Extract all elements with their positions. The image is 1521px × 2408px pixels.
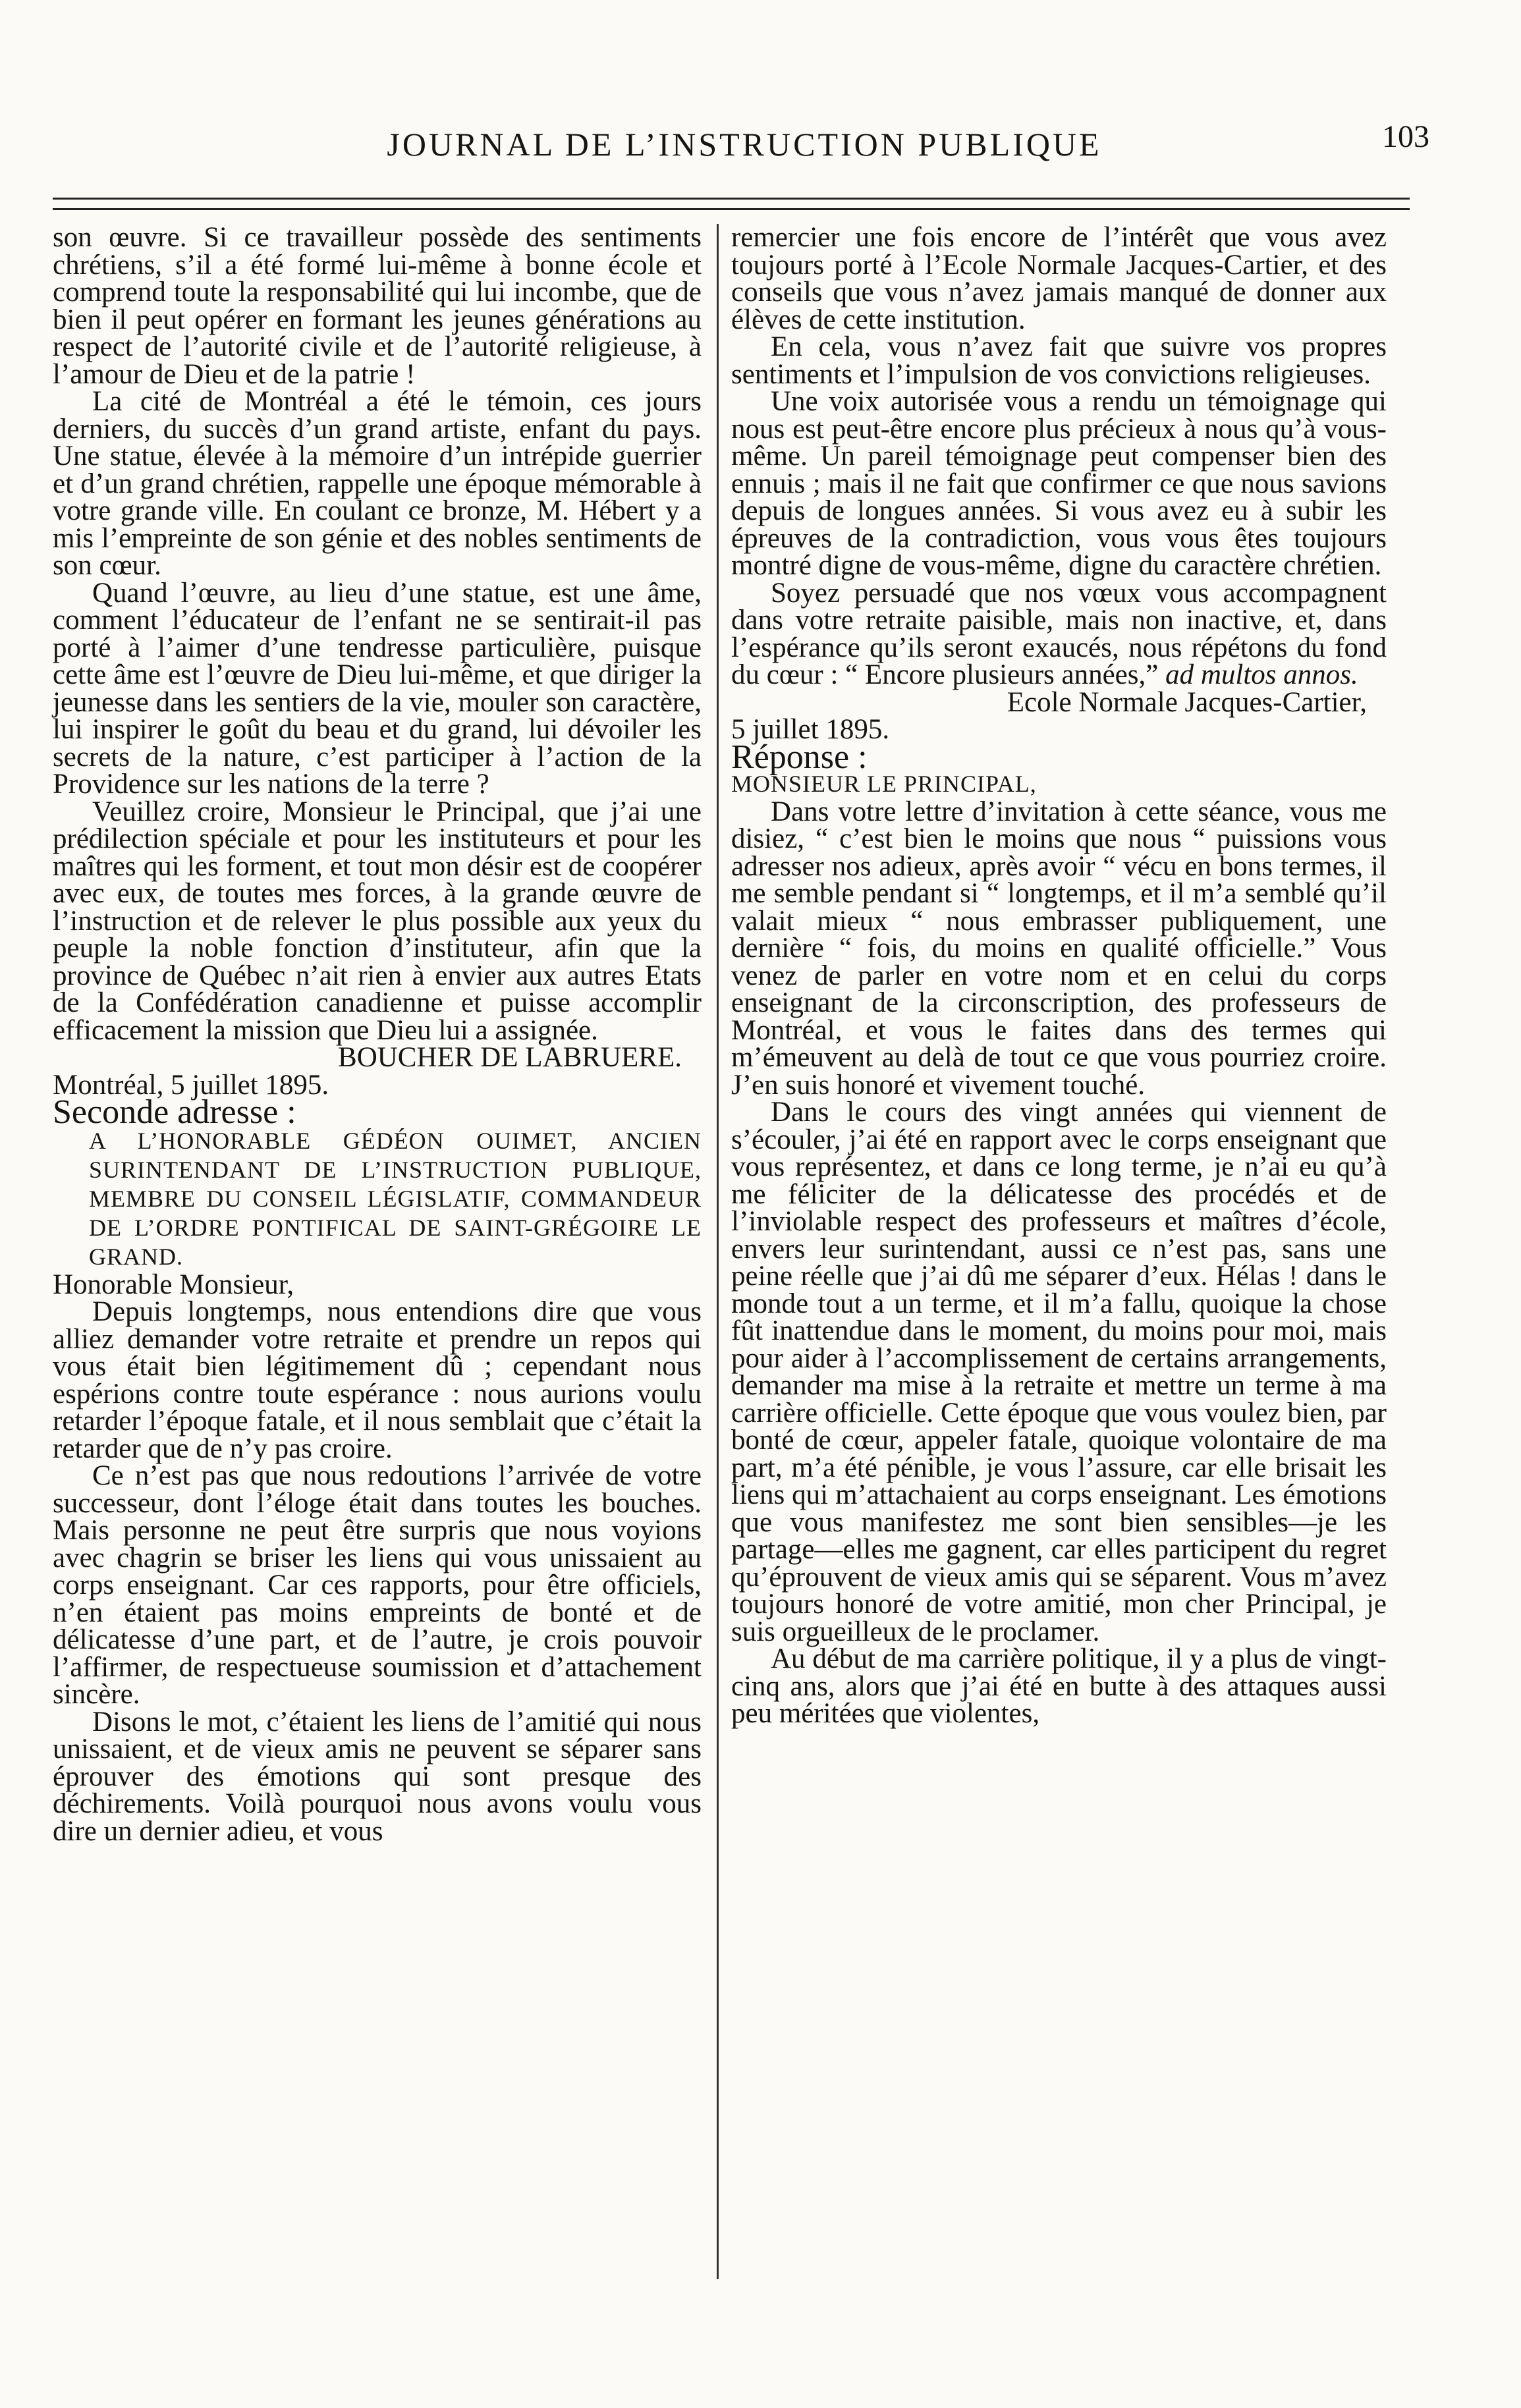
paragraph-text: Soyez persuadé que nos vœux vous accompagnent dans votre retraite paisible, mais non inactive, et, dans l’espérance qu’ils seront exaucés, nous répétons du fond du cœur : “ Encore plusieurs années,” [731,577,1387,690]
paragraph: Ce n’est pas que nous redoutions l’arrivée de votre successeur, dont l’éloge était dans toutes les bouches. Mais personne ne peut être surpris que nous voyions avec chagrin se briser les liens qui vous unissaient au corps enseignant. Car ces rapports, pour être officiels, n’en étaient pas moins empreints de bonté et de délicatesse d’une part, et de l’autre, je crois pouvoir l’affirmer, de respectueuse soumission et d’attachement sincère. [53,1460,702,1710]
paragraph: Dans votre lettre d’invitation à cette séance, vous me disiez, “ c’est bien le moins que nous “ puissions vous adresser nos adieux, après avoir “ vécu en bons termes, il me semble pendant si “ longtemps, et il m’a semblé qu’il valait mieux “ nous embrasser publiquement, une dernière “ fois, du moins en qualité officielle.” Vous venez de parler en votre nom et en celui du corps enseignant de la circonscription, des professeurs de Montréal, et vous le faites dans des termes qui m’émeuvent au delà de tout ce que vous pourriez croire. J’en suis honoré et vivement touché. [731,796,1387,1101]
paragraph: Dans le cours des vingt années qui viennent de s’écouler, j’ai été en rapport avec le corps enseignant que vous représentez, et dans ce long terme, je n’ai eu qu’à me féliciter de la délicatesse des procédés et de l’inviolable respect des professeurs et maîtres d’école, envers leur surintendant, aussi ce n’est pas, sans une peine réelle que j’ai dû me séparer d’eux. Hélas ! dans le monde tout a un terme, et il m’a fallu, quoique la chose fût inattendue dans le moment, du moins pour moi, mais pour aider à l’accomplissement de certains arrangements, demander ma mise à la retraite et mettre un terme à ma carrière officielle. Cette époque que vous voulez bien, par bonté de cœur, appeler fatale, quoique volontaire de ma part, m’a été pénible, je vous l’assure, car elle brisait les liens qui m’attachaient au corps enseignant. Les émotions que vous manifestez me sont bien sensibles—je les partage—elles me gagnent, car elles participent du regret qu’éprouvent de vieux amis qui se séparent. Vous m’avez toujours honoré de votre amitié, mon cher Principal, je suis orgueilleux de le proclamer. [731,1097,1387,1647]
paragraph: Au début de ma carrière politique, il y a plus de vingt-cinq ans, alors que j’ai été en butte à des attaques aussi peu méritées que violentes, [731,1643,1387,1729]
paragraph: son œuvre. Si ce travailleur possède des sentiments chrétiens, s’il a été formé lui-même à bonne école et comprend toute la responsabilité qui lui incombe, que de bien il peut opérer en formant les jeunes générations au respect de l’autorité civile et de l’autorité religieuse, à l’amour de Dieu et de la patrie ! [53,222,702,390]
paragraph: remercier une fois encore de l’intérêt que vous avez toujours porté à l’Ecole Normale Jacques-Cartier, et des conseils que vous n’avez jamais manqué de donner aux élèves de cette institution. [731,222,1387,335]
paragraph: Disons le mot, c’étaient les liens de l’amitié qui nous unissaient, et de vieux amis ne peuvent se séparer sans éprouver des émotions qui sont presque des déchirements. Voilà pourquoi nous avons voulu vous dire un dernier adieu, et vous [53,1706,702,1847]
left-column [53,224,702,1845]
header-rule-bottom [53,208,1410,210]
paragraph: En cela, vous n’avez fait que suivre vos propres sentiments et l’impulsion de vos convictions religieuses. [731,331,1387,390]
dateline: Montréal, 5 juillet 1895. [53,1069,329,1101]
column-divider [717,224,719,2279]
latin-phrase: ad multos annos. [1165,659,1358,690]
paragraph [731,577,1387,690]
signature: BOUCHER DE LABRUERE. [338,1042,682,1073]
dateline: 5 juillet 1895. [731,714,890,745]
address-line: A L’HONORABLE GÉDÉON OUIMET, ANCIEN SURINTENDANT DE L’INSTRUCTION PUBLIQUE, MEMBRE DU CONSEIL LÉGISLATIF, COMMANDEUR DE L’ORDRE PONTIFICAL DE SAINT-GRÉGOIRE LE GRAND. [89,1127,702,1270]
signature: Ecole Normale Jacques-Cartier, [1007,686,1367,718]
running-title: JOURNAL DE L’INSTRUCTION PUBLIQUE [387,126,1102,163]
section-heading: Seconde adresse : [53,1093,296,1131]
paragraph: Veuillez croire, Monsieur le Principal, que j’ai une prédilection spéciale et pour les instituteurs et pour les maîtres qui les forment, et tout mon désir est de coopérer avec eux, de toutes mes forces, à la grande œuvre de l’instruction et de relever le plus possible aux yeux du peuple la noble fonction d’instituteur, afin que la province de Québec n’ait rien à envier aux autres Etats de la Confédération canadienne et puisse accomplir efficacement la mission que Dieu lui a assignée. [53,796,702,1046]
page-number: 103 [1382,119,1429,154]
page-header [53,119,1449,178]
paragraph: La cité de Montréal a été le témoin, ces jours derniers, du succès d’un grand artiste, enfant du pays. Une statue, élevée à la mémoire d’un intrépide guerrier et d’un grand chrétien, rappelle une époque mémorable à votre grande ville. En coulant ce bronze, M. Hébert y a mis l’empreinte de son génie et des nobles sentiments de son cœur. [53,386,702,581]
right-column [731,224,1387,1728]
paragraph: Une voix autorisée vous a rendu un témoignage qui nous est peut-être encore plus précieux à nous qu’à vous-même. Un pareil témoignage peut compenser bien des ennuis ; mais il ne fait que confirmer ce que nous savions depuis de longues années. Si vous avez eu à subir les épreuves de la contradiction, vous vous êtes toujours montré digne de vous-même, digne du caractère chrétien. [731,386,1387,581]
salutation: Honorable Monsieur, [53,1269,294,1300]
address-line: MONSIEUR LE PRINCIPAL, [731,771,1037,797]
paragraph: Quand l’œuvre, au lieu d’une statue, est une âme, comment l’éducateur de l’enfant ne se sentirait-il pas porté à l’aimer d’une tendresse particulière, puisque cette âme est l’œuvre de Dieu lui-même, et que diriger la jeunesse dans les sentiers de la vie, mouler son caractère, lui inspirer le goût du beau et du grand, lui dévoiler les secrets de la nature, c’est participer à l’action de la Providence sur les nations de la terre ? [53,577,702,800]
paragraph: Depuis longtemps, nous entendions dire que vous alliez demander votre retraite et prendre un repos qui vous était bien légitimement dû ; cependant nous espérions contre toute espérance : nous aurions voulu retarder l’époque fatale, et il nous semblait que c’était la retarder que de n’y pas croire. [53,1296,702,1464]
section-heading: Réponse : [731,738,868,776]
header-rule-top [53,198,1410,200]
